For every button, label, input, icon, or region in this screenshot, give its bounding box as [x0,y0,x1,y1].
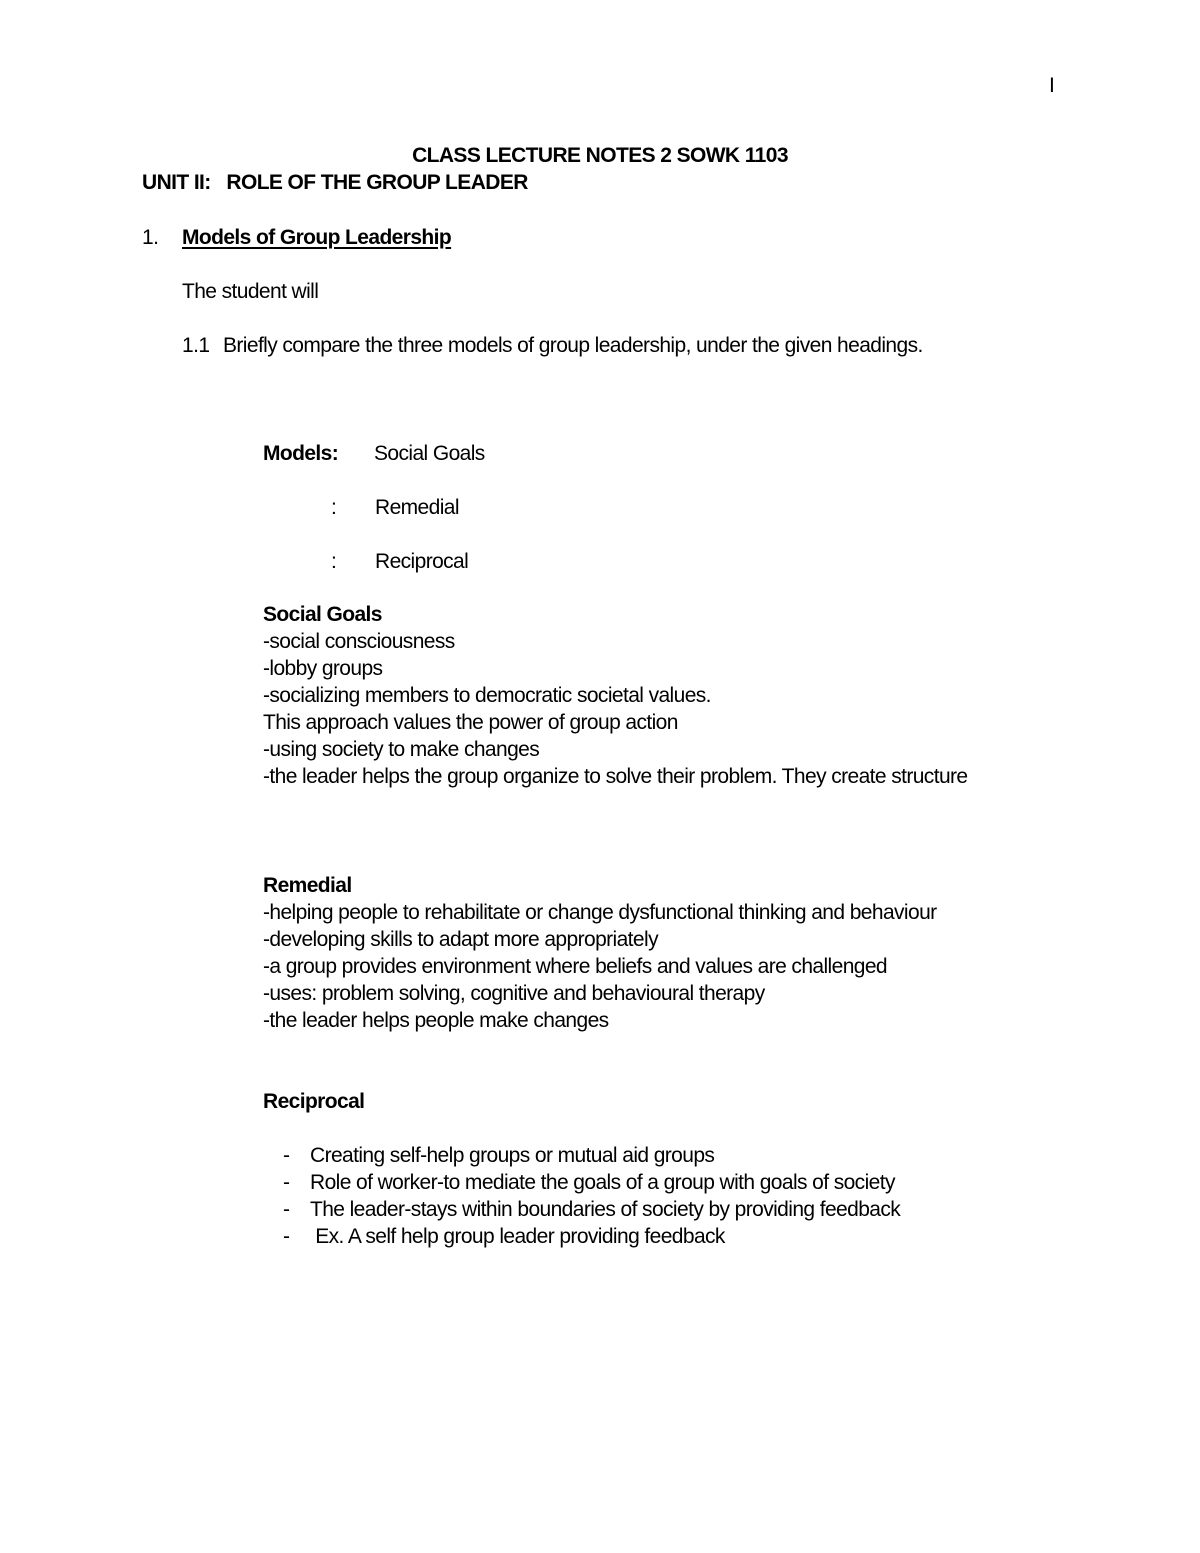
section-heading: Models of Group Leadership [182,226,452,249]
model-colon: : [331,496,337,519]
remedial-line: -a group provides environment where beliefs and values are challenged [263,955,888,978]
social-goals-heading: Social Goals [263,603,382,626]
list-item [283,1169,900,1196]
reciprocal-item: Ex. A self help group leader providing feedback [310,1225,725,1248]
model-colon: : [331,550,337,573]
model-item: Remedial [375,496,459,519]
reciprocal-item: Role of worker-to mediate the goals of a group with goals of society [310,1171,895,1194]
list-item [283,1196,900,1223]
bullet-dash: - [283,1198,290,1221]
page-number: I [1049,74,1055,97]
remedial-line: -developing skills to adapt more appropriately [263,928,658,951]
reciprocal-list [283,1142,900,1250]
bullet-dash: - [283,1225,290,1248]
list-item [283,1223,900,1250]
reciprocal-heading: Reciprocal [263,1090,365,1113]
social-goals-line: -socializing members to democratic societal values. [263,684,711,707]
remedial-heading: Remedial [263,874,352,897]
list-item [283,1142,900,1169]
section-number: 1. [142,226,159,249]
social-goals-line: -social consciousness [263,630,455,653]
reciprocal-item: Creating self-help groups or mutual aid groups [310,1144,715,1167]
model-item: Social Goals [374,442,485,465]
bullet-dash: - [283,1144,290,1167]
unit-title: UNIT II: ROLE OF THE GROUP LEADER [142,171,528,194]
social-goals-line: -the leader helps the group organize to solve their problem. They create structure [263,765,968,788]
social-goals-line: -lobby groups [263,657,383,680]
social-goals-line: -using society to make changes [263,738,540,761]
objective-text: Briefly compare the three models of group leadership, under the given headings. [223,334,923,357]
bullet-dash: - [283,1171,290,1194]
reciprocal-item: The leader-stays within boundaries of society by providing feedback [310,1198,901,1221]
model-item: Reciprocal [375,550,469,573]
remedial-line: -helping people to rehabilitate or change dysfunctional thinking and behaviour [263,901,937,924]
section-intro: The student will [182,280,319,303]
remedial-lines [263,899,937,1034]
social-goals-line: This approach values the power of group action [263,711,678,734]
social-goals-lines [263,628,968,790]
document-title: CLASS LECTURE NOTES 2 SOWK 1103 [412,144,788,167]
objective-number: 1.1 [182,334,210,357]
models-label: Models: [263,442,339,465]
remedial-line: -uses: problem solving, cognitive and behavioural therapy [263,982,765,1005]
remedial-line: -the leader helps people make changes [263,1009,609,1032]
